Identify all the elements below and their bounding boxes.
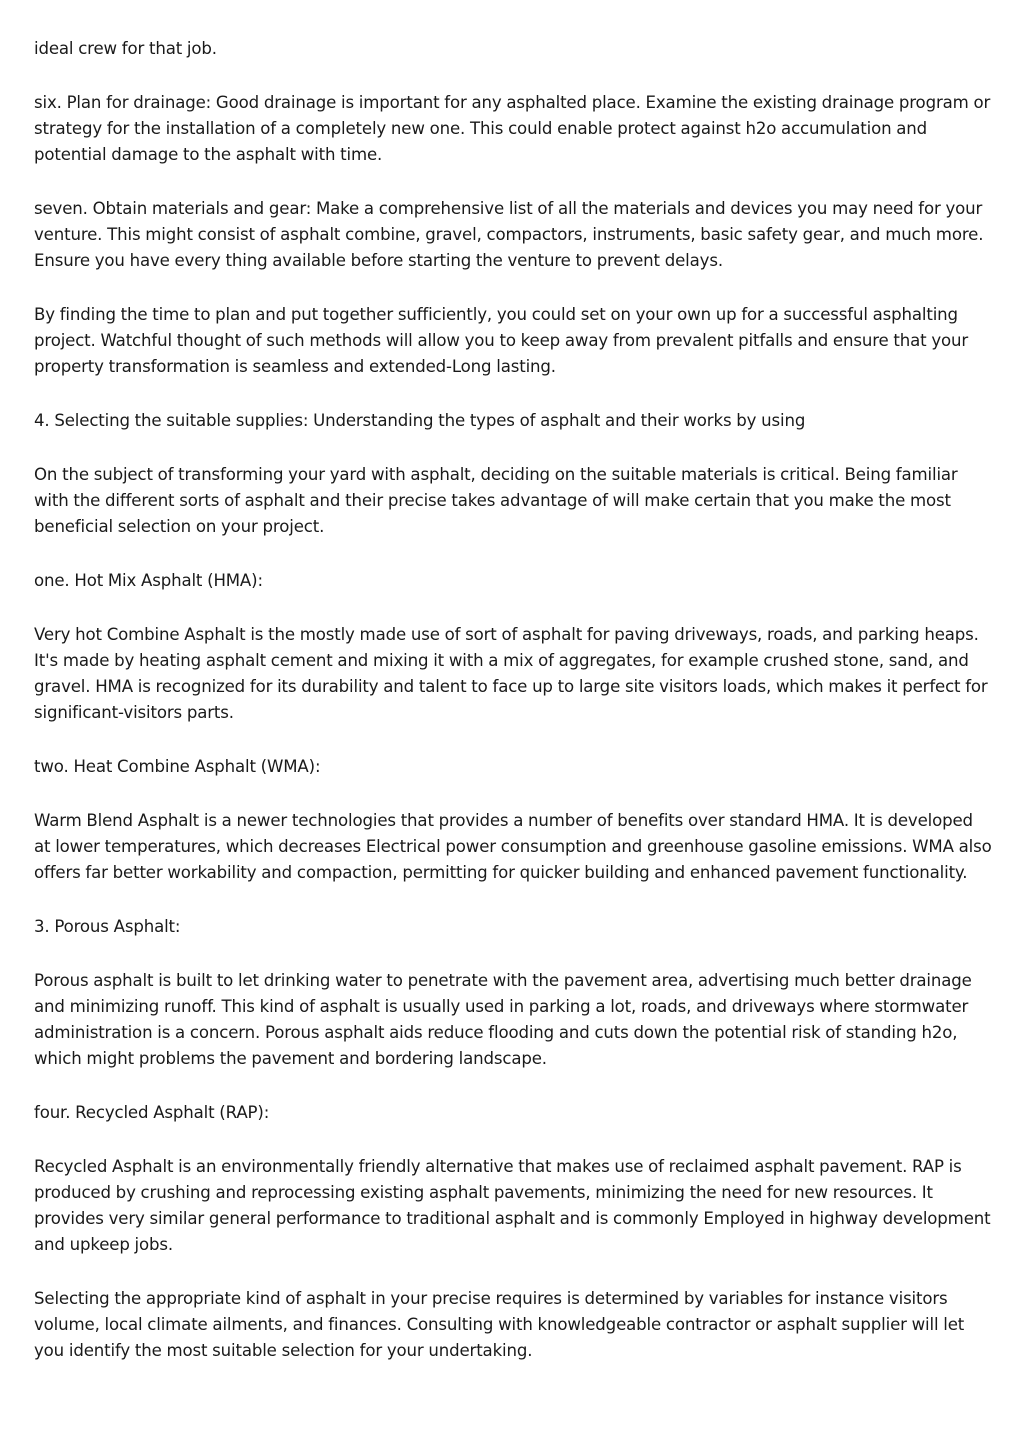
subheading-recycled-asphalt: four. Recycled Asphalt (RAP): [34,1103,270,1122]
paragraph-warm-mix-asphalt: Warm Blend Asphalt is a newer technologies that provides a number of benefits over standard HMA. It is developed at lower temperatures, which decreases Electrical power consumption and greenhouse gasoline emissions. WMA also offers far better workability and compaction, permitting for quicker building and enhanced pavement functionality. [34,811,992,882]
subheading-warm-mix-asphalt: two. Heat Combine Asphalt (WMA): [34,757,321,776]
paragraph-porous-asphalt: Porous asphalt is built to let drinking water to penetrate with the pavement area, advertising much better drainage and minimizing runoff. This kind of asphalt is usually used in parking a lot, roads, and driveways where stormwater administration is a concern. Porous asphalt aids reduce flooding and cuts down the potential risk of standing h2o, which might problems the pavement and bordering landscape. [34,971,972,1068]
document-body [34,36,992,1392]
paragraph-plan-drainage: six. Plan for drainage: Good drainage is important for any asphalted place. Examine the existing drainage program or strategy for the installation of a completely new one. This could enable protect against h2o accumulation and potential damage to the asphalt with time. [34,93,991,164]
subheading-porous-asphalt: 3. Porous Asphalt: [34,917,181,936]
paragraph-planning-summary: By finding the time to plan and put together sufficiently, you could set on your own up for a successful asphalting project. Watchful thought of such methods will allow you to keep away from prevalent pitfalls and ensure that your property transformation is seamless and extended-Long lasting. [34,305,969,376]
paragraph-selecting-intro: On the subject of transforming your yard with asphalt, deciding on the suitable materials is critical. Being familiar with the different sorts of asphalt and their precise takes advantage of will make certain that you make the most beneficial selection on your project. [34,465,958,536]
subheading-hot-mix-asphalt: one. Hot Mix Asphalt (HMA): [34,571,263,590]
paragraph-obtain-materials: seven. Obtain materials and gear: Make a comprehensive list of all the materials and devices you may need for your venture. This might consist of asphalt combine, gravel, compactors, instruments, basic safety gear, and much more. Ensure you have every thing available before starting the venture to prevent delays. [34,199,984,270]
paragraph-selection-conclusion: Selecting the appropriate kind of asphalt in your precise requires is determined by variables for instance visitors volume, local climate ailments, and finances. Consulting with knowledgeable contractor or asphalt supplier will let you identify the most suitable selection for your undertaking. [34,1289,965,1360]
paragraph-crew-continuation: ideal crew for that job. [34,39,217,58]
paragraph-hot-mix-asphalt: Very hot Combine Asphalt is the mostly made use of sort of asphalt for paving driveways, roads, and parking heaps. It's made by heating asphalt cement and mixing it with a mix of aggregates, for example crushed stone, sand, and gravel. HMA is recognized for its durability and talent to face up to large site visitors loads, which makes it perfect for significant-visitors parts. [34,625,988,722]
paragraph-recycled-asphalt: Recycled Asphalt is an environmentally friendly alternative that makes use of reclaimed asphalt pavement. RAP is produced by crushing and reprocessing existing asphalt pavements, minimizing the need for new resources. It provides very similar general performance to traditional asphalt and is commonly Employed in highway development and upkeep jobs. [34,1157,991,1254]
section-heading-selecting-supplies: 4. Selecting the suitable supplies: Understanding the types of asphalt and their works by using [34,411,806,430]
